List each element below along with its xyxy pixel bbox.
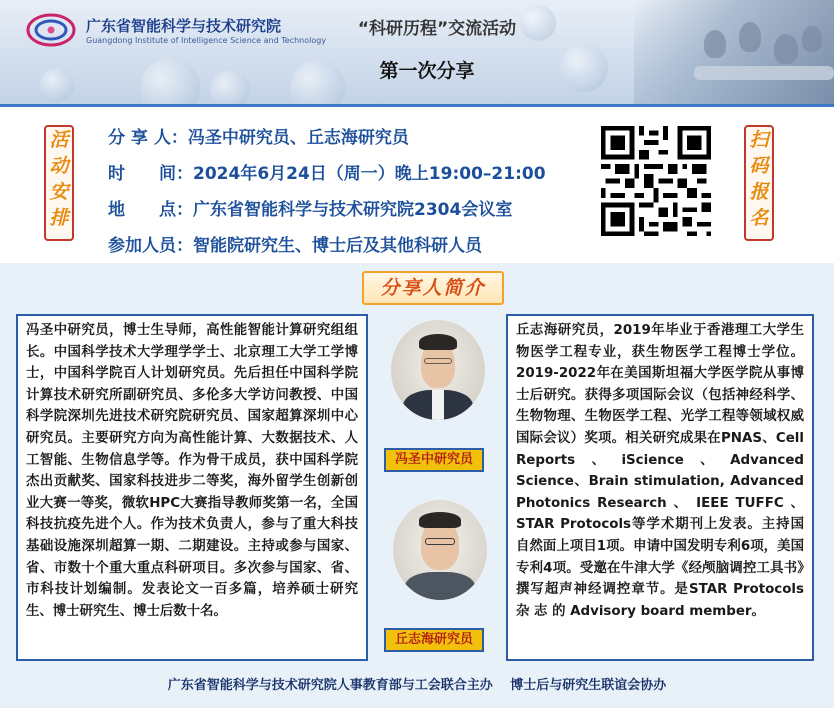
name-tag-feng: 冯圣中研究员: [384, 448, 484, 472]
bio-text: 冯圣中研究员，博士生导师，高性能智能计算研究组组长。中国科学技术大学理学学士、北京理工大学工学博士，中国科学院百人计划研究员。先后担任中国科学院计算技术研究所副研究员、多伦多大学访问教授、中国科学院深圳先进技术研究院研究员、国家超算深圳中心研究员。主要研究方向为高性能计算、大数据技术、人工智能、生物信息学等。作为骨干成员，获中国科学院杰出贡献奖、国家科技进步二等奖，海外留学生创新创业大赛一等奖，微软HPC大赛指导教师奖第一名，全国科技抗疫先进个人。作为技术负责人，参与了重大科技基础设施深圳超算一期、二期建设。主持或参与国家、省、市数十个重大重点科研项目。多次参与国家、省、市科技计划编制。发表论文一百多篇，培养硕士研究生、博士研究生、博士后数十名。: [26, 323, 358, 619]
info-value: 广东省智能科学与技术研究院2304会议室: [193, 200, 513, 220]
header-banner: [0, 0, 834, 104]
info-label: 分 享 人：: [108, 128, 188, 148]
tag-char: 名: [749, 207, 769, 229]
info-row-speakers: [108, 123, 409, 148]
tag-char: 码: [749, 155, 769, 177]
info-label: 参加人员：: [108, 236, 193, 256]
qr-code-icon[interactable]: [596, 121, 716, 241]
institute-name-en: Guangdong Institute of Intelligence Science and Technology: [86, 36, 327, 45]
bio-text: 丘志海研究员，2019年毕业于香港理工大学生物医学工程专业，获生物医学工程博士学位。2019-2022年在美国斯坦福大学医学院从事博士后研究。获得多项国际会议（包括神经科学、生物物理、生物医学工程、光学工程等领域权威国际会议）奖项。相关研究成果在PNAS、Cell Reports、iScience、Advanced Science、Brain stimulation, Advanced Photonics Research 、 IEEE TUFFC 、 STAR Protocols等学术期刊上发表。主持国自然面上项目1项。申请中国发明专利6项，美国专利4项。受邀在牛津大学《经颅脑调控工具书》撰写超声神经调控章节。是STAR Protocols 杂 志 的 Advisory board member。: [516, 323, 804, 619]
tag-char: 排: [49, 207, 69, 229]
organizer-footer: 广东省智能科学与技术研究院人事教育部与工会联合主办 博士后与研究生联谊会协办: [167, 678, 667, 693]
info-label: 时 间：: [108, 164, 193, 184]
info-row-time: [108, 159, 546, 184]
tag-char: 动: [49, 155, 69, 177]
tag-char: 活: [49, 129, 69, 151]
speaker-bio-qiu: [506, 314, 814, 661]
name-tag-qiu: 丘志海研究员: [384, 628, 484, 652]
event-info: [0, 104, 834, 263]
scan-register-tag: [744, 125, 774, 241]
tag-char: 安: [49, 181, 69, 203]
section-title-text: 分享人简介: [380, 277, 486, 299]
speaker-intro-heading: [362, 271, 504, 305]
info-label: 地 点：: [108, 200, 193, 220]
speaker-bio-feng: [16, 314, 368, 661]
activity-schedule-tag: [44, 125, 74, 241]
info-row-location: [108, 195, 512, 220]
tag-char: 扫: [749, 129, 769, 151]
speaker-photo-qiu: [393, 500, 487, 600]
info-row-attendees: [108, 231, 482, 256]
session-title: 第一次分享: [379, 60, 475, 82]
speaker-photo-feng: [391, 320, 485, 420]
info-value: 智能院研究生、博士后及其他科研人员: [193, 236, 482, 256]
info-value: 2024年6月24日（周一）晚上19:00–21:00: [193, 164, 546, 184]
event-title: “科研历程”交流活动: [357, 19, 517, 39]
info-value: 冯圣中研究员、丘志海研究员: [187, 128, 409, 148]
tag-char: 报: [749, 181, 769, 203]
institute-name-cn: 广东省智能科学与技术研究院: [86, 17, 282, 35]
